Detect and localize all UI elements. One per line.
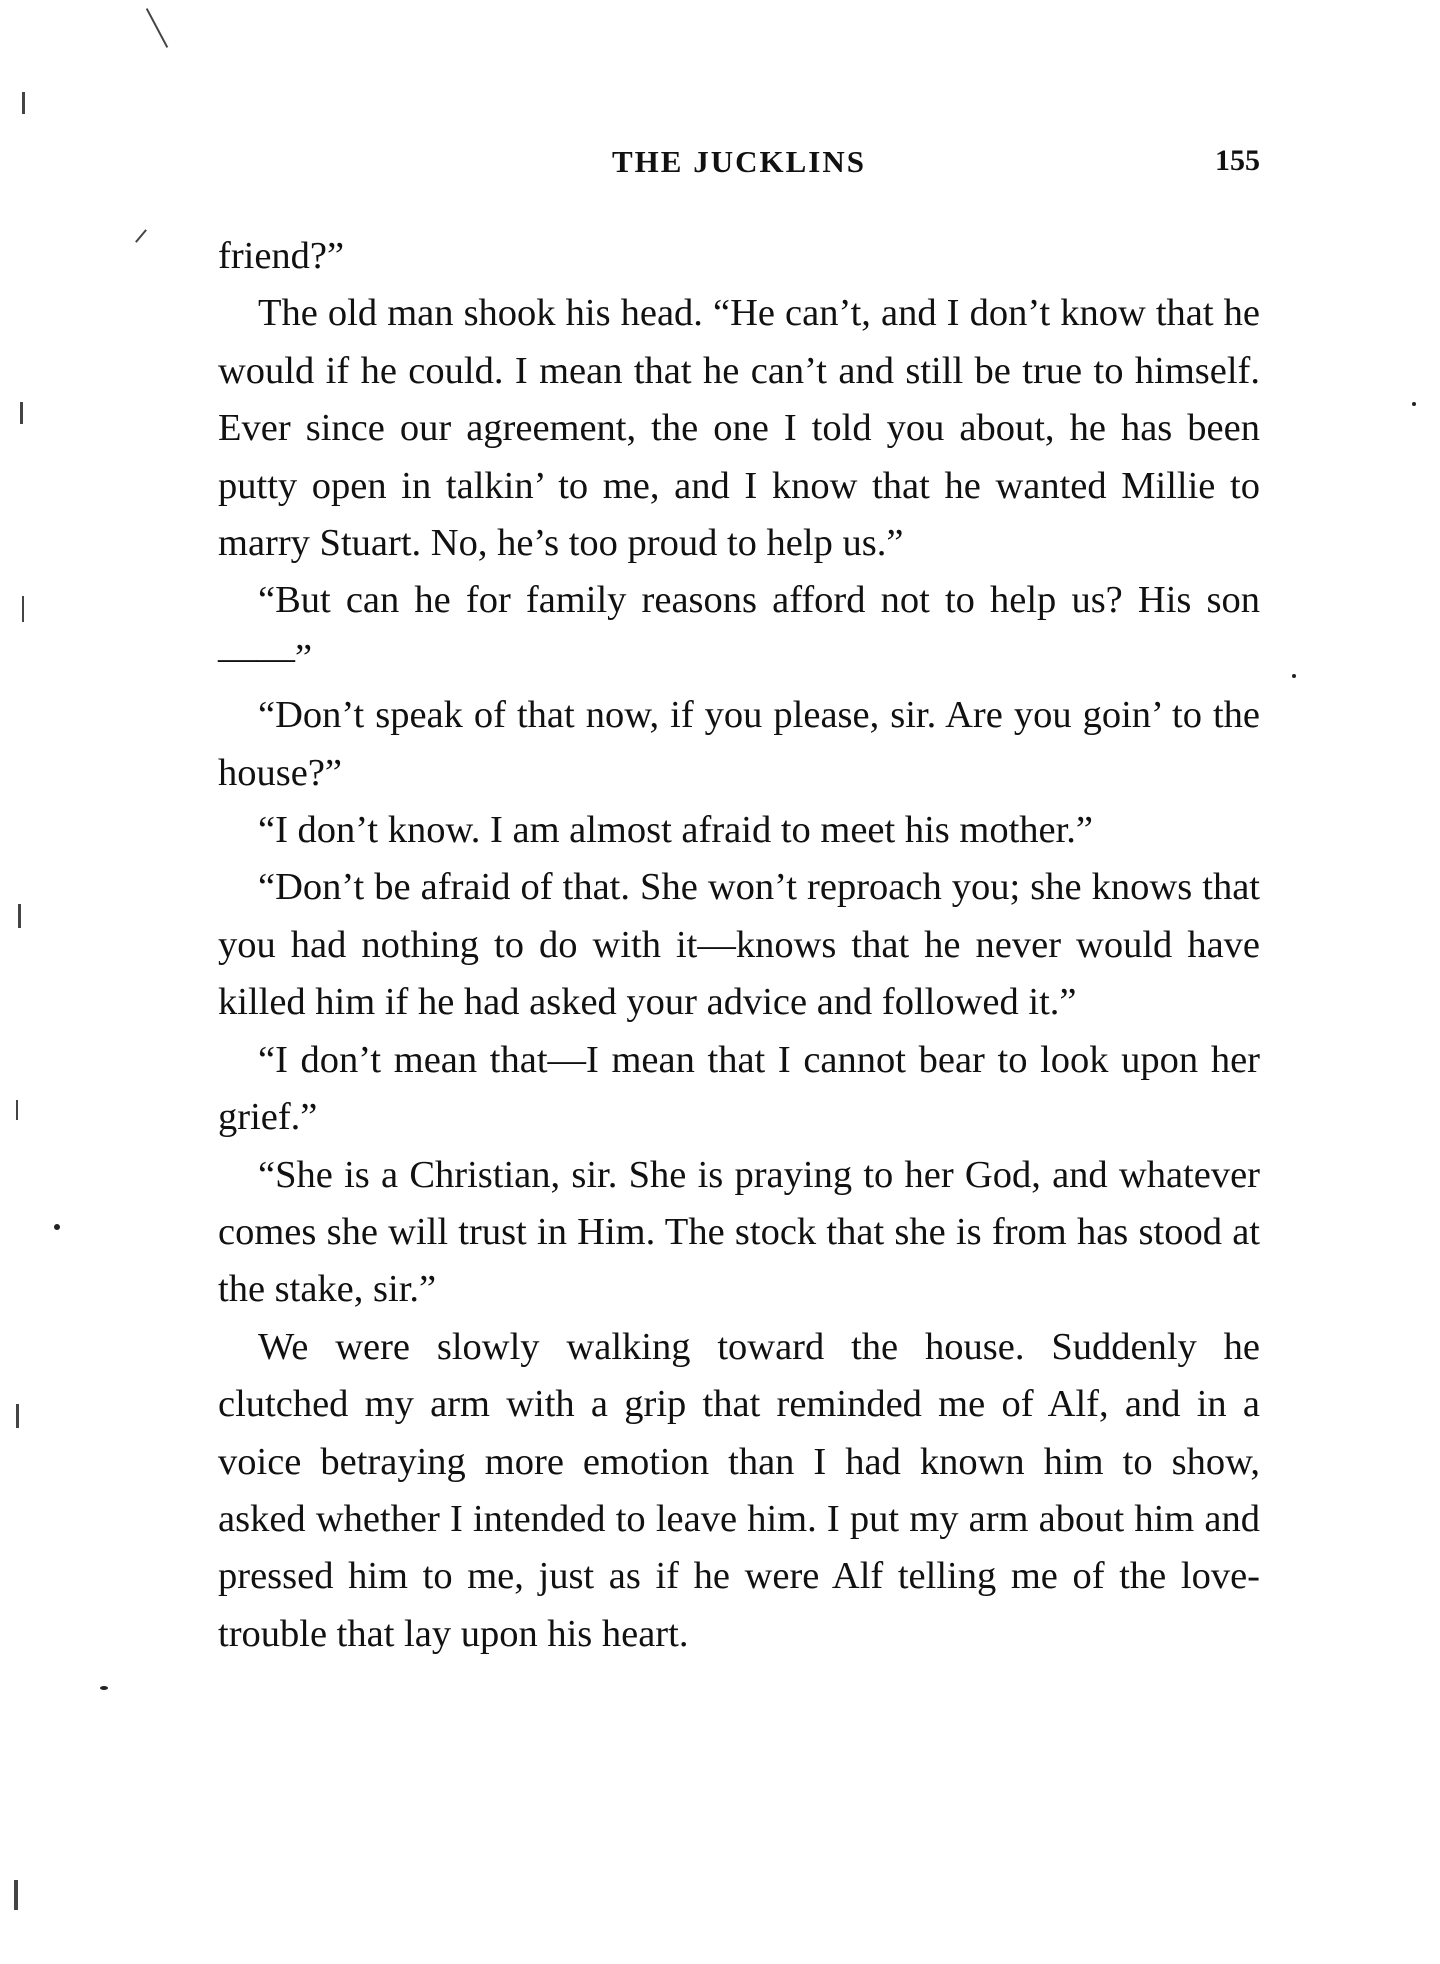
scan-artifact — [146, 8, 168, 48]
paragraph: “Don’t speak of that now, if you please, sir. Are you goin’ to the house?” — [218, 694, 1260, 794]
scan-speck — [1412, 402, 1416, 406]
page-number: 155 — [1215, 144, 1260, 177]
running-head — [218, 144, 1260, 188]
body-text — [218, 228, 1260, 1663]
paragraph: “She is a Christian, sir. She is praying to her God, and whatever comes she will trust in Him. The stock that she is from has stood at the stake, sir.” — [218, 1153, 1260, 1311]
scan-artifact — [16, 1100, 18, 1120]
scan-speck — [1292, 674, 1296, 678]
paragraph: The old man shook his head. “He can’t, and I don’t know that he would if he could. I mean that he can’t and still be true to himself. Ever since our agreement, the one I told you about, he has been putty open in talkin’ to me, and I know that he wanted Millie to marry Stuart. No, he’s too proud to help us.” — [218, 292, 1260, 565]
paragraph: “But can he for family reasons afford not to help us? His son——” — [218, 579, 1260, 679]
running-title: THE JUCKLINS — [612, 144, 866, 179]
scan-artifact — [22, 596, 24, 622]
scan-speck — [54, 1224, 60, 1230]
scan-artifact — [20, 402, 23, 424]
scan-artifact — [14, 1880, 18, 1910]
paragraph: friend?” — [218, 235, 345, 277]
scan-artifact — [18, 904, 21, 928]
scan-artifact — [16, 1404, 19, 1428]
paragraph: “Don’t be afraid of that. She won’t reproach you; she knows that you had nothing to do with it—knows that he never would have killed him if he had asked your advice and followed it.” — [218, 866, 1260, 1024]
scan-artifact — [22, 92, 25, 114]
paragraph: “I don’t know. I am almost afraid to meet his mother.” — [258, 809, 1094, 852]
paragraph: “I don’t mean that—I mean that I cannot bear to look upon her grief.” — [218, 1038, 1260, 1139]
scan-speck — [100, 1686, 108, 1690]
paragraph: We were slowly walking toward the house. Suddenly he clutched my arm with a grip that reminded me of Alf, and in a voice betraying more emotion than I had known him to show, asked whether I intended to leave him. I put my arm about him and pressed him to me, just as if he were Alf telling me of the love-trouble that lay upon his heart. — [218, 1325, 1260, 1655]
scan-artifact — [135, 229, 147, 243]
